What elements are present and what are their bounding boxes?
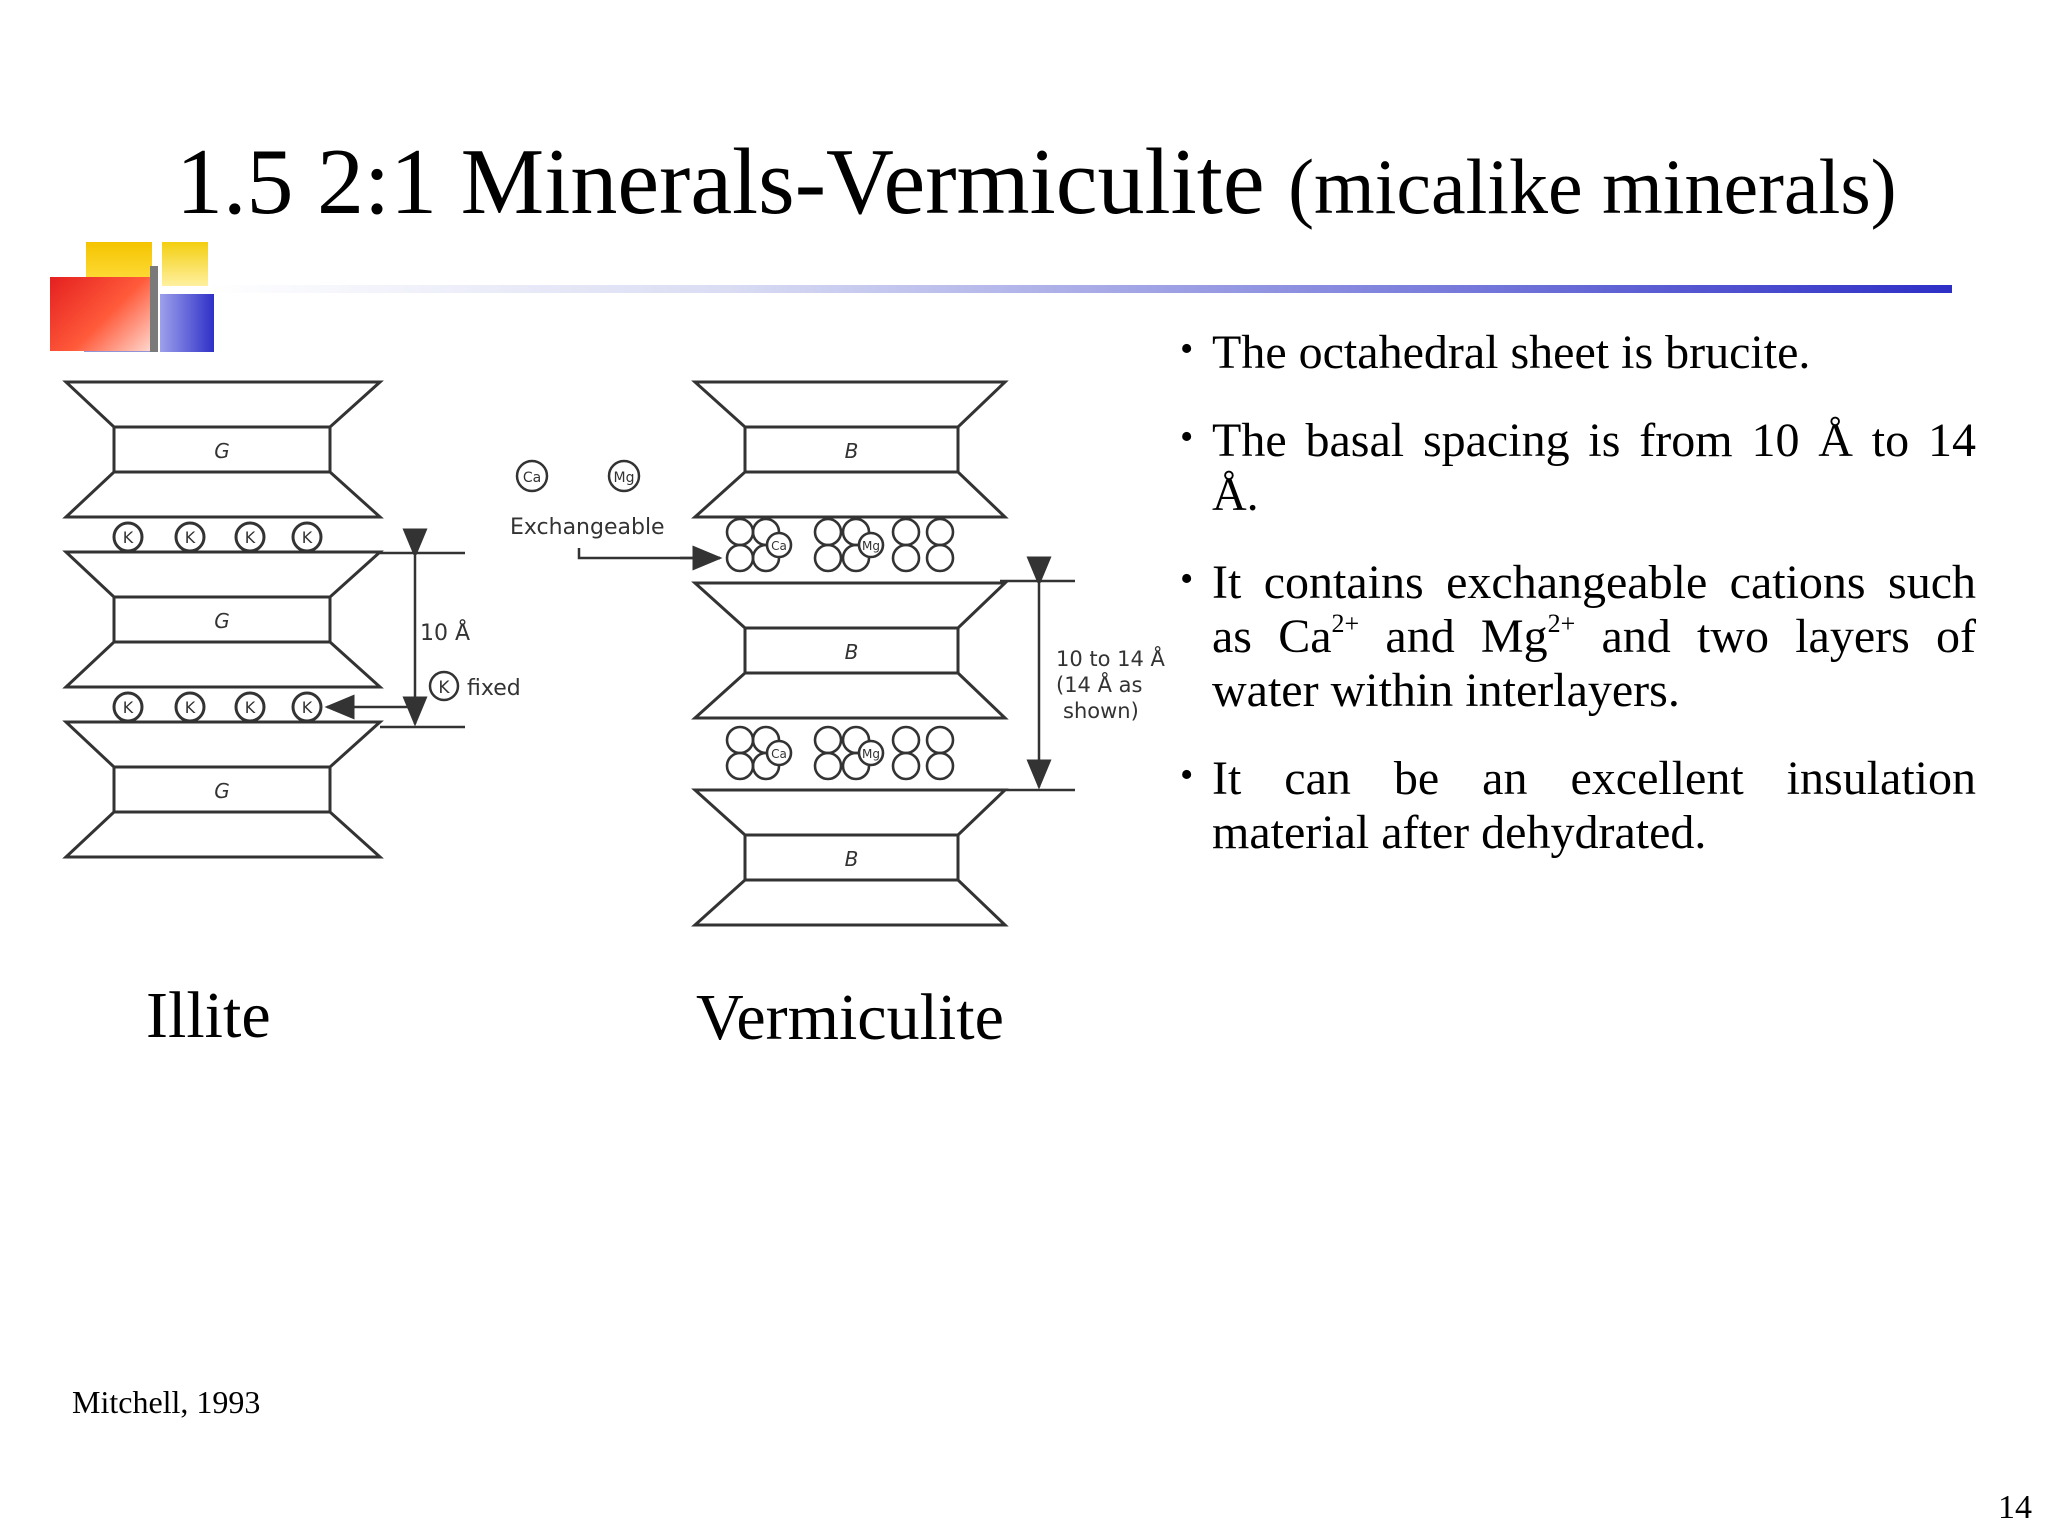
bullet-item: • It can be an excellent insulation material after dehydrated. — [1176, 752, 1976, 860]
mg-cation-symbol: Mg — [862, 539, 880, 553]
k-cation-symbol: K — [301, 528, 313, 547]
layer-letter: B — [844, 847, 859, 871]
layer-letter: G — [214, 609, 230, 633]
deco-square-blue — [160, 294, 214, 352]
clay-structure-diagram — [40, 360, 1190, 960]
vermiculite-unit-1 — [695, 382, 1005, 517]
bullet-item: • It contains exchangeable cations such as $Ca^{2+}$ and $Mg^{2+}$ and two layers of water within interlayers. — [1176, 556, 1976, 718]
water-molecule — [927, 519, 953, 545]
layer-letter: G — [214, 439, 230, 463]
ca-cation-symbol: Ca — [771, 747, 787, 761]
tetrahedral-sheet-bottom — [66, 472, 380, 517]
deco-vertical-bar — [150, 266, 158, 352]
layer-letter: G — [214, 779, 230, 803]
water-molecule — [815, 727, 841, 753]
illite-unit-2 — [66, 552, 380, 687]
tetrahedral-sheet-top — [66, 382, 380, 427]
tetrahedral-sheet-bottom — [66, 642, 380, 687]
title-rule-line — [206, 285, 1952, 293]
vermiculite-interlayer-water-cations — [727, 519, 953, 779]
tetrahedral-sheet-bottom — [695, 880, 1005, 925]
water-molecule — [893, 545, 919, 571]
k-cation-symbol: K — [184, 528, 196, 547]
tetrahedral-sheet-top — [695, 583, 1005, 628]
mg-cation-symbol: Mg — [862, 747, 880, 761]
exchangeable-mg-symbol: Mg — [613, 470, 635, 486]
water-molecule — [815, 753, 841, 779]
tetrahedral-sheet-bottom — [695, 673, 1005, 718]
bullet-item: • The octahedral sheet is brucite. — [1176, 326, 1976, 380]
tetrahedral-sheet-top — [695, 790, 1005, 835]
fixed-k-symbol: K — [438, 678, 450, 698]
layer-letter: B — [844, 439, 859, 463]
water-molecule — [815, 545, 841, 571]
bullet-list — [1176, 326, 1976, 894]
vermiculite-spacing-label-1: 10 to 14 Å — [1056, 647, 1165, 671]
deco-square-red — [50, 277, 150, 351]
citation: Mitchell, 1993 — [72, 1384, 261, 1420]
deco-square-yellow-small — [162, 242, 208, 286]
k-cation-symbol: K — [122, 528, 134, 547]
water-molecule — [727, 545, 753, 571]
k-cation-symbol: K — [244, 698, 256, 717]
water-molecule — [927, 545, 953, 571]
vermiculite-stack — [695, 382, 1005, 925]
water-molecule — [727, 753, 753, 779]
caption-vermiculite: Vermiculite — [696, 981, 1004, 1054]
fixed-label: fixed — [467, 676, 521, 701]
vermiculite-interlayer-1 — [727, 519, 953, 571]
illite-stack — [66, 382, 380, 857]
k-cation-symbol: K — [184, 698, 196, 717]
water-molecule — [893, 519, 919, 545]
tetrahedral-sheet-bottom — [695, 472, 1005, 517]
tetrahedral-sheet-top — [66, 722, 380, 767]
caption-illite: Illite — [146, 979, 271, 1052]
k-cation-symbol: K — [122, 698, 134, 717]
tetrahedral-sheet-top — [695, 382, 1005, 427]
water-molecule — [727, 519, 753, 545]
exchangeable-label: Exchangeable — [510, 515, 665, 540]
water-molecule — [727, 727, 753, 753]
slide-title-sub: (micalike minerals) — [1288, 143, 1897, 230]
ca-cation-symbol: Ca — [771, 539, 787, 553]
vermiculite-unit-2 — [695, 583, 1005, 718]
water-molecule — [927, 727, 953, 753]
page-number: 14 — [1998, 1489, 2032, 1526]
water-molecule — [815, 519, 841, 545]
illite-spacing-label: 10 Å — [420, 621, 471, 646]
layer-letter: B — [844, 640, 859, 664]
water-molecule — [893, 753, 919, 779]
k-cation-symbol: K — [301, 698, 313, 717]
water-molecule — [893, 727, 919, 753]
slide-title-main: 1.5 2:1 Minerals-Vermiculite — [176, 130, 1265, 234]
vermiculite-interlayer-2 — [727, 727, 953, 779]
vermiculite-unit-3 — [695, 790, 1005, 925]
illite-unit-3 — [66, 722, 380, 857]
water-molecule — [927, 753, 953, 779]
tetrahedral-sheet-top — [66, 552, 380, 597]
illite-unit-1 — [66, 382, 380, 517]
k-cation-symbol: K — [244, 528, 256, 547]
slide-title — [176, 122, 1936, 247]
exchangeable-ca-symbol: Ca — [522, 470, 542, 486]
vermiculite-spacing-label-3: shown) — [1063, 699, 1139, 723]
tetrahedral-sheet-bottom — [66, 812, 380, 857]
vermiculite-spacing-label-2: (14 Å as — [1056, 673, 1143, 697]
bullet-item: • The basal spacing is from 10 Å to 14 Å. — [1176, 414, 1976, 522]
